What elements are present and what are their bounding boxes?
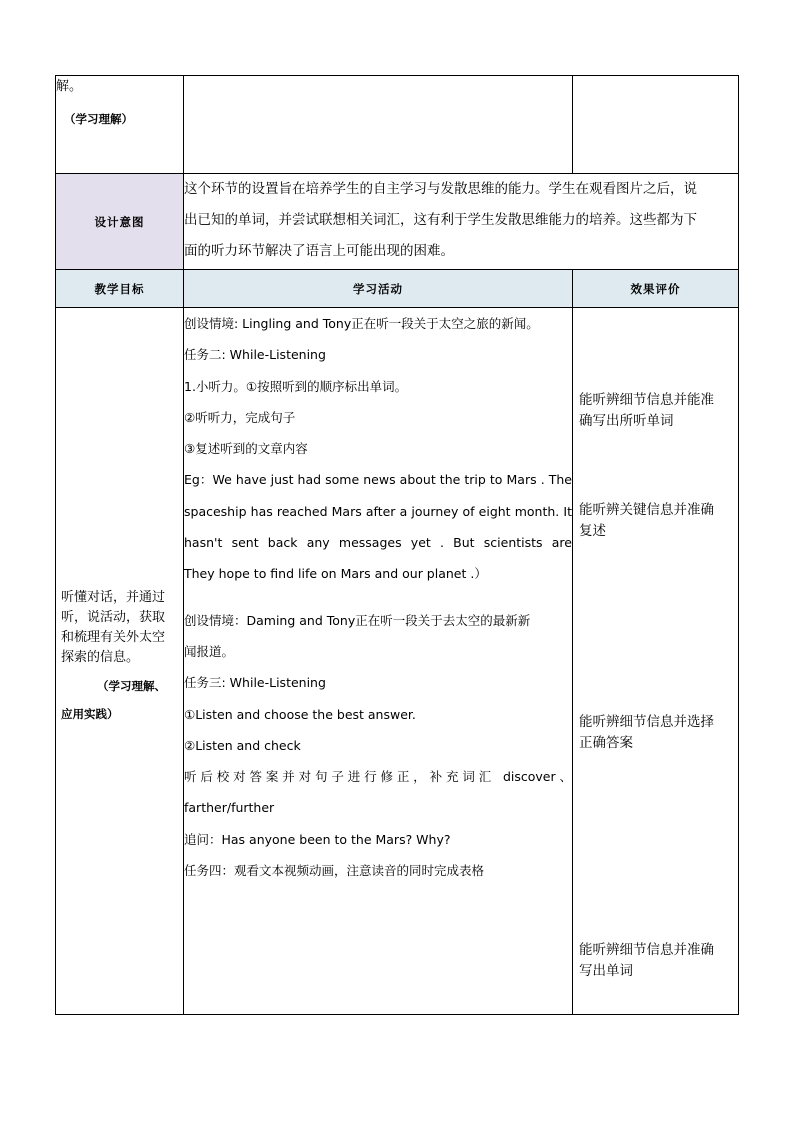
activity-line: ①Listen and choose the best answer.: [184, 706, 416, 722]
activity-line: ③复述听到的文章内容: [184, 441, 308, 457]
design-line: 面的听力环节解决了语言上可能出现的困难。: [184, 243, 454, 259]
header-evaluation: 效果评价: [573, 270, 739, 308]
activity-line: 听后校对答案并对句子进行修正，补充词汇 discover、: [184, 769, 572, 785]
evaluation-line: 确写出所听单词: [579, 413, 674, 429]
activity-line: hasn't sent back any messages yet . But scientists are: [184, 535, 572, 551]
lesson-plan-table: [55, 75, 739, 1015]
goal-cell: [56, 308, 184, 1015]
goal-line: 听懂对话，并通过: [61, 590, 166, 605]
evaluation-cell: [573, 308, 739, 1015]
header-goal: 教学目标: [56, 270, 184, 308]
activity-line: ②Listen and check: [184, 737, 301, 753]
goal-line: 和梳理有关外太空: [61, 630, 166, 645]
header-activity: 学习活动: [184, 270, 573, 308]
goal-tag-line: （学习理解、: [97, 679, 166, 693]
activity-line: Eg：We have just had some news about the trip to Mars . The: [184, 472, 572, 488]
evaluation-item: [579, 712, 734, 754]
continuation-row: [56, 76, 739, 174]
activity-line: They hope to find life on Mars and our planet .）: [184, 566, 487, 582]
evaluation-item: [579, 500, 734, 542]
activity-line: 追问：Has anyone been to the Mars? Why?: [184, 831, 451, 847]
activity-line: 闻报道。: [184, 643, 235, 659]
evaluation-line: 写出单词: [579, 963, 633, 979]
design-intent-label: 设计意图: [56, 174, 184, 270]
main-content-row: [56, 308, 739, 1015]
goal-tag: [61, 672, 177, 728]
activity-line: 1.小听力。①按照听到的顺序标出单词。: [184, 378, 408, 394]
evaluation-line: 能听辨细节信息并准确: [579, 942, 714, 958]
evaluation-item: [579, 940, 734, 982]
continuation-tag: （学习理解）: [64, 112, 133, 126]
evaluation-line: 能听辨细节信息并能准: [579, 392, 714, 408]
continuation-text: 解。: [56, 79, 83, 94]
activity-line: farther/further: [184, 800, 275, 816]
activity-line: spaceship has reached Mars after a journey of eight month. It: [184, 503, 572, 519]
goal-tag-line: 应用实践）: [61, 707, 119, 721]
design-line: 出已知的单词，并尝试联想相关词汇，这有利于学生发散思维能力的培养。这些都为下: [184, 212, 697, 228]
activity-line: 创设情境: Lingling and Tony正在听一段关于太空之旅的新闻。: [184, 316, 539, 331]
design-line: 这个环节的设置旨在培养学生的自主学习与发散思维的能力。学生在观看图片之后，说: [184, 181, 697, 197]
evaluation-line: 能听辨关键信息并准确: [579, 502, 714, 518]
activity-line: 任务三: While-Listening: [184, 675, 326, 691]
activity-line: 创设情境：Daming and Tony正在听一段关于去太空的最新新: [184, 612, 531, 628]
evaluation-line: 能听辨细节信息并选择: [579, 714, 714, 730]
design-intent-row: [56, 174, 739, 270]
goal-line: 探索的信息。: [61, 650, 140, 665]
activity-line: ②听听力，完成句子: [184, 409, 296, 425]
evaluation-line: 复述: [579, 523, 606, 539]
continuation-activity-cell: [184, 76, 573, 174]
activity-line: 任务二: While-Listening: [184, 347, 326, 363]
evaluation-line: 正确答案: [579, 735, 633, 751]
activity-gap: [184, 590, 572, 605]
activity-line: 任务四：观看文本视频动画，注意读音的同时完成表格: [184, 863, 485, 879]
goal-text: [61, 588, 177, 728]
header-row: [56, 270, 739, 308]
continuation-evaluation-cell: [573, 76, 739, 174]
goal-line: 听，说活动，获取: [61, 610, 166, 625]
design-intent-text: [184, 174, 739, 270]
evaluation-item: [579, 390, 734, 432]
continuation-goal-cell: [56, 76, 184, 174]
activity-cell: [184, 308, 573, 1015]
